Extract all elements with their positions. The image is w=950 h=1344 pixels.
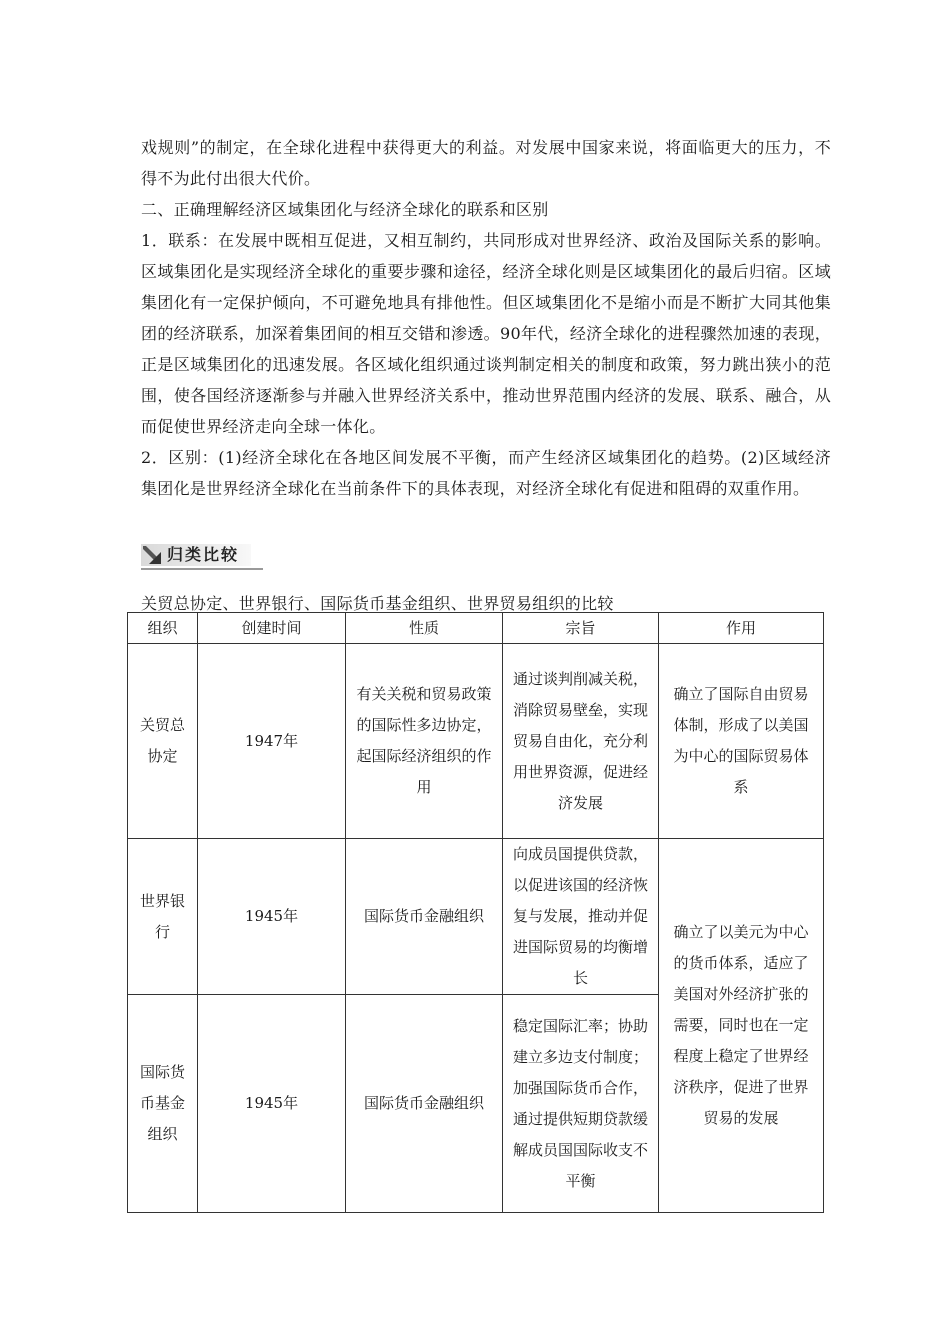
cell-org: 关贸总协定 [128, 644, 198, 839]
cell-purpose: 向成员国提供贷款，以促进该国的经济恢复与发展，推动并促进国际贸易的均衡增长 [503, 839, 659, 995]
diagonal-corner-icon [143, 546, 161, 564]
paragraph-connection: 1．联系：在发展中既相互促进，又相互制约，共同形成对世界经济、政治及国际关系的影响。区域集团化是实现经济全球化的重要步骤和途径，经济全球化则是区域集团化的最后归宿。区域集团化有一定保护倾向，不可避免地具有排他性。但区域集团化不是缩小而是不断扩大同其他集团的经济联系，加深着集团间的相互交错和渗透。90年代，经济全球化的进程骤然加速的表现，正是区域集团化的迅速发展。各区域化组织通过谈判制定相关的制度和政策，努力跳出狭小的范围，使各国经济逐渐参与并融入世界经济关系中，推动世界范围内经济的发展、联系、融合，从而促使世界经济走向全球一体化。 [141, 231, 831, 436]
paragraph-continuation: 戏规则”的制定，在全球化进程中获得更大的利益。对发展中国家来说，将面临更大的压力，不得不为此付出很大代价。 [141, 138, 831, 188]
body-text [141, 132, 831, 504]
cell-role: 确立了国际自由贸易体制，形成了以美国为中心的国际贸易体系 [659, 644, 824, 839]
header-nature: 性质 [346, 613, 503, 644]
cell-purpose: 稳定国际汇率；协助建立多边支付制度；加强国际货币合作，通过提供短期贷款缓解成员国国际收支不平衡 [503, 995, 659, 1213]
section-header [141, 543, 263, 571]
section-title: 归类比较 [167, 545, 240, 564]
paragraph-difference: 2．区别：(1)经济全球化在各地区间发展不平衡，而产生经济区域集团化的趋势。(2)区域经济集团化是世界经济全球化在当前条件下的具体表现，对经济全球化有促进和阻碍的双重作用。 [141, 448, 831, 498]
header-org: 组织 [128, 613, 198, 644]
header-year: 创建时间 [198, 613, 346, 644]
section-underline [141, 568, 263, 570]
table-row [128, 644, 824, 839]
table-caption: 关贸总协定、世界银行、国际货币基金组织、世界贸易组织的比较 [141, 594, 614, 613]
cell-nature: 国际货币金融组织 [346, 995, 503, 1213]
cell-nature: 国际货币金融组织 [346, 839, 503, 995]
cell-year: 1945年 [198, 839, 346, 995]
table-header-row [128, 613, 824, 644]
header-role: 作用 [659, 613, 824, 644]
comparison-table [127, 612, 824, 1213]
header-purpose: 宗旨 [503, 613, 659, 644]
cell-role-merged: 确立了以美元为中心的货币体系，适应了美国对外经济扩张的需要，同时也在一定程度上稳定了世界经济秩序，促进了世界贸易的发展 [659, 839, 824, 1213]
table-row [128, 839, 824, 995]
cell-year: 1947年 [198, 644, 346, 839]
cell-org: 国际货币基金组织 [128, 995, 198, 1213]
cell-org: 世界银行 [128, 839, 198, 995]
heading-two: 二、正确理解经济区域集团化与经济全球化的联系和区别 [141, 200, 549, 219]
cell-purpose: 通过谈判削减关税，消除贸易壁垒，实现贸易自由化，充分利用世界资源，促进经济发展 [503, 644, 659, 839]
cell-nature: 有关关税和贸易政策的国际性多边协定，起国际经济组织的作用 [346, 644, 503, 839]
cell-year: 1945年 [198, 995, 346, 1213]
